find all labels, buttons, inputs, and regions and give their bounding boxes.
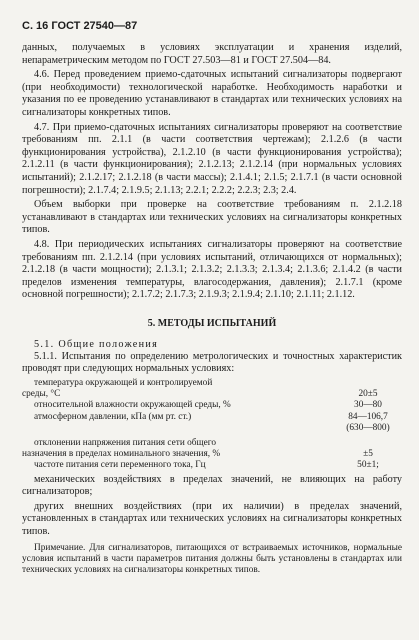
paragraph-5-1-1: 5.1.1. Испытания по определению метрологических и точностных характеристик проводят при следующих нормальных условиях: bbox=[22, 350, 402, 375]
paragraph-continuation: данных, получаемых в условиях эксплуатации и хранения изделий, непараметрическим методом по ГОСТ 27.503—81 и ГОСТ 27.504—84. bbox=[22, 42, 402, 66]
condition-value: 30—80 bbox=[354, 400, 382, 411]
document-body bbox=[22, 42, 402, 586]
subsection-heading: 5.1. Общие положения bbox=[34, 338, 159, 350]
condition-label: назначения в пределах номинального значения, % bbox=[22, 449, 221, 460]
condition-value: (630—800) bbox=[346, 422, 390, 433]
condition-label: атмосферном давлении, кПа (мм рт. ст.) bbox=[34, 411, 192, 422]
condition-row bbox=[22, 449, 402, 460]
condition-row bbox=[22, 412, 402, 423]
condition-label: относительной влажности окружающей среды, % bbox=[34, 400, 231, 411]
condition-row bbox=[22, 423, 402, 434]
condition-label: частоте питания сети переменного тока, Гц bbox=[34, 460, 206, 471]
condition-value: 50±1; bbox=[357, 460, 379, 471]
page-header: С. 16 ГОСТ 27540—87 bbox=[22, 20, 138, 32]
paragraph-mechanical: механических воздействиях в пределах значений, не влияющих на работу сигнализаторов; bbox=[22, 473, 402, 498]
condition-row bbox=[22, 378, 402, 389]
condition-value bbox=[334, 438, 402, 449]
condition-row bbox=[22, 438, 402, 449]
condition-label bbox=[22, 423, 334, 434]
condition-row bbox=[22, 389, 402, 400]
paragraph-external: других внешних воздействиях (при их наличии) в пределах значений, установленных в стандартах или технических условиях на сигнализаторы конкретных типов. bbox=[22, 500, 402, 538]
condition-value: 20±5 bbox=[358, 389, 378, 400]
paragraph-sample-size: Объем выборки при проверке на соответствие требованиям п. 2.1.2.18 устанавливают в стандартах или технических условиях на сигнализаторы конкретных типов. bbox=[22, 199, 402, 236]
note-paragraph: Примечание. Для сигнализаторов, питающихся от встраиваемых источников, нормальные условия испытаний в части параметров питания должны быть установлены в стандартах или технических условиях на сигнализаторы конкретных типов. bbox=[22, 542, 402, 576]
section-heading: 5. МЕТОДЫ ИСПЫТАНИЙ bbox=[147, 317, 277, 329]
conditions-table bbox=[22, 378, 402, 472]
condition-label: отклонении напряжения питания сети общего bbox=[34, 438, 217, 449]
paragraph-4-7: 4.7. При приемо-сдаточных испытаниях сигнализаторы проверяют на соответствие требованиям пп. 2.1.1 (в части соответствия чертежам); 2.1.2.6 (в части функционирования устройства), 2.1.2.10 (в части функционирования устройства); 2.1.2.11 (в части функционирования); 2.1.2.13; 2.1.2.14 (при нормальных условиях испытаний); 2.1.2.17; 2.1.2.18 (в части массы); 2.1.4.1; 2.1.5; 2.1.7.1 (в части основной погрешности); 2.1.7.4; 2.1.9.5; 2.1.13; 2.2.1; 2.2.2; 2.2.3; 2.3; 2.4. bbox=[22, 121, 402, 196]
paragraph-4-8: 4.8. При периодических испытаниях сигнализаторы проверяют на соответствие требованиям пп. 2.1.2.14 (при условиях испытаний, отличающихся от нормальных); 2.1.2.18 (в части мощности); 2.1.3.1; 2.1.3.2; 2.1.3.3; 2.1.3.4; 2.1.3.6; 2.1.4.2 (в части пределов изменения температуры, влагосодержания, давления); 2.1.7.1 (кроме основной погрешности); 2.1.7.2; 2.1.7.3; 2.1.9.3; 2.1.9.4; 2.1.10; 2.1.11; 2.1.12. bbox=[22, 238, 402, 301]
condition-row bbox=[22, 460, 402, 471]
condition-label: среды, °С bbox=[22, 389, 61, 400]
condition-label: температура окружающей и контролируемой bbox=[34, 378, 213, 389]
condition-value: ±5 bbox=[363, 449, 373, 460]
paragraph-4-6: 4.6. Перед проведением приемо-сдаточных испытаний сигнализаторы подвергают (при необходимости) технологической наработке. Необходимость наработки и указания по ее проведению устанавливают в стандартах или технических условиях на сигнализаторы конкретных типов. bbox=[22, 69, 402, 118]
condition-value bbox=[334, 378, 402, 389]
condition-value: 84—106,7 bbox=[348, 411, 388, 422]
condition-row bbox=[22, 400, 402, 411]
